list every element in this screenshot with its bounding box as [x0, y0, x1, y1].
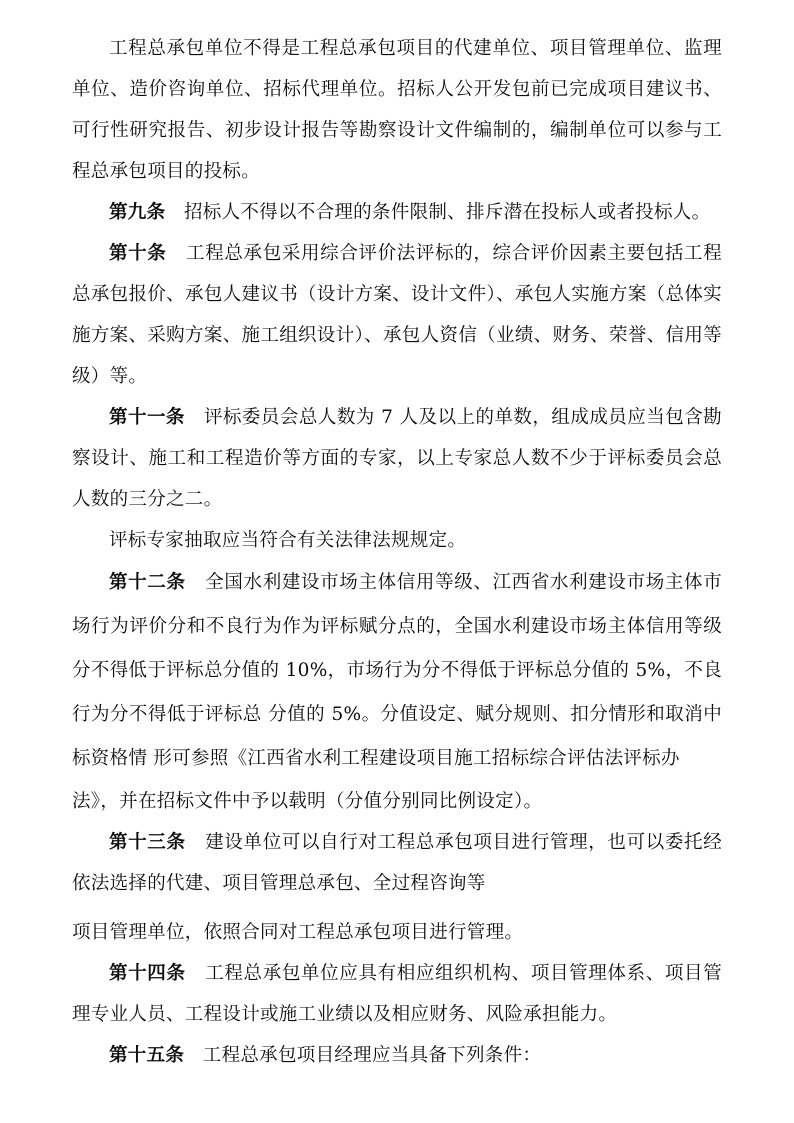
paragraph-text: 工程总承包单位应具有相应组织机构、项目管理体系、项目管理专业人员、工程设计或施工业绩以及相应财务、风险承担能力。	[72, 963, 722, 1025]
paragraph-text: 招标人不得以不合理的条件限制、排斥潜在投标人或者投标人。	[183, 202, 711, 223]
paragraph-text: 评标委员会总人数为 7 人及以上的单数，组成成员应当包含勘察设计、施工和工程造价等方面的专家，以上专家总人数不少于评标委员会总人数的三分之二。	[72, 407, 722, 510]
paragraph-text: 全国水利建设市场主体信用等级、江西省水利建设市场主体市场行为评价分和不良行为作为评标赋分点的，全国水利建设市场主体信用等级分不得低于评标总分值的 10%，市场行为分不得低于评标总分值的 5%，不良行为分不得低于评标总 分值的 5%。分值设定、赋分规则、扣分情形和取消中标资格情 形可参照《江西省水利工程建设项目施工招标综合评估法评标办	[72, 572, 722, 769]
article-label: 第十四条	[109, 963, 186, 984]
article-label: 第十二条	[109, 572, 186, 593]
article-label: 第十条	[109, 243, 167, 264]
paragraph-article-13-continued	[72, 912, 722, 953]
paragraph-intro	[72, 28, 722, 192]
paragraph-text: 建设单位可以自行对工程总承包项目进行管理，也可以委托经依法选择的代建、项目管理总承包、全过程咨询等	[72, 832, 722, 894]
document-body	[72, 28, 722, 1076]
paragraph-article-12-continued	[72, 781, 722, 822]
paragraph-text: 工程总承包单位不得是工程总承包项目的代建单位、项目管理单位、监理单位、造价咨询单位、招标代理单位。招标人公开发包前已完成项目建议书、可行性研究报告、初步设计报告等勘察设计文件编制的，编制单位可以参与工程总承包项目的投标。	[72, 38, 722, 182]
paragraph-text: 评标专家抽取应当符合有关法律法规规定。	[109, 530, 467, 551]
article-label: 第九条	[109, 202, 166, 223]
paragraph-text: 工程总承包采用综合评价法评标的，综合评价因素主要包括工程总承包报价、承包人建议书（设计方案、设计文件）、承包人实施方案（总体实施方案、采购方案、施工组织设计）、承包人资信（业绩、财务、荣誉、信用等级）等。	[72, 243, 723, 387]
article-label: 第十三条	[109, 832, 186, 853]
paragraph-article-9	[72, 192, 722, 233]
paragraph-article-15	[72, 1035, 722, 1076]
paragraph-text: 工程总承包项目经理应当具备下列条件：	[202, 1045, 542, 1066]
paragraph-article-13	[72, 822, 722, 904]
paragraph-article-11-note	[72, 520, 722, 561]
article-label: 第十五条	[109, 1045, 185, 1066]
paragraph-text: 项目管理单位，依照合同对工程总承包项目进行管理。	[72, 922, 524, 943]
paragraph-article-10	[72, 233, 722, 397]
article-label: 第十一条	[109, 407, 185, 428]
paragraph-article-11	[72, 397, 722, 520]
paragraph-text: 法》，并在招标文件中予以载明（分值分别同比例设定）。	[72, 791, 543, 812]
paragraph-article-12	[72, 561, 722, 781]
paragraph-article-14	[72, 953, 722, 1035]
